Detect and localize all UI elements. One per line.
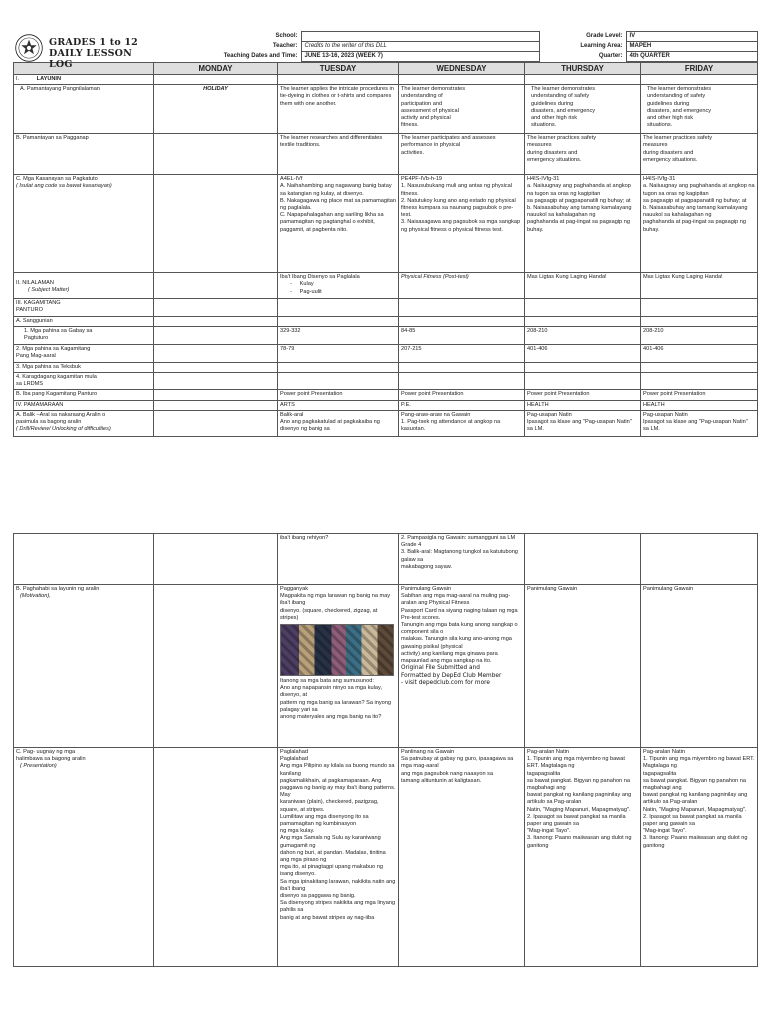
fri-pagganap: The learner practices safety measures during disasters and emergency situations. bbox=[641, 134, 758, 175]
balik-aral-label: A. Balik –Aral sa nakaraang Aralin o pasimula sa bagong aralin ( Drill/Review/ Unlocking of difficulties) bbox=[14, 410, 154, 436]
fri-balik-aral: Pag-usapan Natin Ipasagot sa klase ang "Pag-usapan Natin" sa LM. bbox=[641, 410, 758, 436]
row-iba-pang-kagamitan bbox=[14, 390, 758, 400]
fri-subject: HEALTH bbox=[641, 400, 758, 410]
tue-nilalaman: Iba't Ibang Disenyo sa Paglalala - Kulay - Pag-uulit bbox=[278, 273, 399, 299]
kasanayan-label: C. Mga Kasanayan sa Pagkatuto ( Isulat ang code sa bawat kasanayan) bbox=[14, 175, 154, 273]
pamantayang-pangnilalaman-label: A. Pamantayang Pangnilalaman bbox=[14, 85, 154, 134]
quarter-label: Quarter: bbox=[598, 52, 623, 59]
tue-pangnilalaman: The learner applies the intricate procedures in tie-dyeing in clothes or t-shirts and compares them with one another. bbox=[278, 85, 399, 134]
wed-balik-aral: Pang-araw-araw na Gawain 1. Pag-tsek ng attendance at angkop na kasuotan. bbox=[399, 410, 525, 436]
row-sanggunian bbox=[14, 316, 758, 326]
wed-subject: P.E. bbox=[399, 400, 525, 410]
tue-pag-uugnay: Paglalahad Paglalahad Ang mga Pilipino ay kilala sa buong mundo sa kanilang pagkamalikhain, at pagkamaparaan. Ang paggawa ng banig ay may iba't ibang patterns. May karaniwan (plain), checkered, pazigzag, square, at stripes. Lumilitaw ang mga disenyong ito sa pamamagitan ng kumbinasyon ng mga kulay. Ang mga Samals ng Sulu ay karaniwang gumagamit ng dahon ng buri, at pandan. Madalas, tinitina ang mga piraso ng mga ito, at pinagtagpi upang makabuo ng isang disenyo. Sa mga ipinakitang larawan, nakikita natin ang iba't ibang disenyo sa paggawa ng banig. Sa disenyong stripes nakikita ang mga linyang pahilis sa banig at ang bawat stripes ay nag-iiba bbox=[278, 748, 399, 967]
sanggunian-label: A. Sanggunian bbox=[14, 316, 154, 326]
gabay-pagtuturo-label: 1. Mga pahina sa Gabay sa Pagtuturo bbox=[14, 326, 154, 344]
lrdms-label: 4. Karagdagang kagamitan mula sa LRDMS bbox=[14, 373, 154, 390]
monday-holiday: HOLIDAY bbox=[154, 85, 278, 134]
dll-table-page-1 bbox=[13, 62, 758, 437]
row-kasanayan bbox=[14, 175, 758, 273]
fri-pangnilalaman: The learner demonstrates understanding of safety guidelines during disasters, and emergency and other high risk situations. bbox=[641, 85, 758, 134]
banig-photo bbox=[280, 624, 394, 676]
fri-pag-uugnay: Pag-aralan Natin 1. Tipunin ang mga miyembro ng bawat ERT. Magtalaga ng tagapagsalita sa bawat pangkat. Bigyan ng panahon na magbahagi ang bawat pangkat ng kanilang pagninilay ang artikulo sa Pag-aralan Natin, "Maging Mapanuri, Mapagmatyag". 2. Ipasagot sa bawat pangkat sa manila paper ang gawain sa "Mag-ingat Tayo". 3. Itanong: Paano maiiwasan ang dulot ng ganitong bbox=[641, 748, 758, 967]
wed-nilalaman: Physical Fitness (Post-test) bbox=[399, 273, 525, 299]
day-wednesday: WEDNESDAY bbox=[399, 63, 525, 75]
wed-pangnilalaman: The learner demonstrates understanding of participation and assessment of physical activity and physical fitness. bbox=[399, 85, 525, 134]
thu-pag-uugnay: Pag-aralan Natin 1. Tipunin ang mga miyembro ng bawat ERT. Magtalaga ng tagapagsalita sa bawat pangkat. Bigyan ng panahon na magbahagi ang bawat pangkat ng kanilang pagninilay ang artikulo sa Pag-aralan Natin, "Maging Mapanuri, Mapagmatyag". 2. Ipasagot sa bawat pangkat sa manila paper ang gawain sa "Mag-ingat Tayo". 3. Itanong: Paano maiiwasan ang dulot ng ganitong bbox=[525, 748, 641, 967]
kagamitang-panturo-label: III. KAGAMITANG PANTURO bbox=[14, 299, 154, 316]
layunin-label: I. LAYUNIN bbox=[14, 75, 154, 85]
row-gabay-pagtuturo bbox=[14, 326, 758, 344]
header-title-line1: GRADES 1 to 12 bbox=[49, 36, 138, 48]
fri-kasanayan: H4IS-IVfg-31 a. Naiiuugnay ang paghahanda at angkop na tugon sa oras ng kagipitan sa pagsagip at pagpapanatili ng buhay; at b. Naisasabuhay ang tamang kamalayang nauukol sa kahalagahan ng paghahanda at pag-iingat sa pagsagip ng buhay. bbox=[641, 175, 758, 273]
wed-ppt: Power point Presentation bbox=[399, 390, 525, 400]
thu-pagganap: The learner practices safety measures during disasters and emergency situations. bbox=[525, 134, 641, 175]
grade-level-label: Grade Level: bbox=[586, 32, 623, 39]
wed-continued: 2. Pampasigla ng Gawain: sumangguni sa LM Grade 4 3. Balik-aral: Magtanong tungkol sa katutubong galaw sa makabagong sayaw. bbox=[399, 534, 525, 585]
row-balik-aral bbox=[14, 410, 758, 436]
tue-balik-aral: Balik-aral Ano ang pagkakatulad at pagkakaiba ng disenyo ng banig sa bbox=[278, 410, 399, 436]
row-kagamitang-panturo bbox=[14, 299, 758, 316]
wed-lm: 207-215 bbox=[399, 344, 525, 362]
kagamitang-mag-aaral-label: 2. Mga pahina sa Kagamitang Pang Mag-aaral bbox=[14, 344, 154, 362]
pag-uugnay-label: C. Pag- uugnay ng mga halimbawa sa bagong aralin ( Presentation) bbox=[14, 748, 154, 967]
wed-gabay: 84-85 bbox=[399, 326, 525, 344]
teacher-value: Credits to the writer of this DLL bbox=[301, 42, 539, 52]
thu-balik-aral: Pag-usapan Natin Ipasagot sa klase ang "Pag-usapan Natin" sa LM. bbox=[525, 410, 641, 436]
tue-paghahabi: Pagganyak Magpakita ng mga larawan ng banig na may iba't ibang disenyo. (square, checkered, zigzag, at stripes) Itanong sa mga bata ang sumusunod: Ano ang napapansin ninyo sa mga kulay, disenyo, at pattern ng mga banig sa larawan? Sa inyong palagay yari sa anong materyales ang mga banig na ito? bbox=[278, 585, 399, 748]
dll-table-page-2 bbox=[13, 533, 758, 967]
dll-page-1 bbox=[13, 31, 757, 437]
row-layunin bbox=[14, 75, 758, 85]
tue-kasanayan: A4EL-IVf A. Naihahambing ang nagawang banig batay sa katangian ng kulay, at disenyo. B. Nakagagawa ng place mat sa pamamagitan ng paglalala. C. Napapahalagahan ang sariling likha sa pamamagitan ng pagtanghal o exhibit, paggamit, at pagbenta nito. bbox=[278, 175, 399, 273]
tue-lm: 78-79 bbox=[278, 344, 399, 362]
thu-gabay: 208-210 bbox=[525, 326, 641, 344]
day-tuesday: TUESDAY bbox=[278, 63, 399, 75]
fri-nilalaman: Mas Ligtas Kung Laging Handa! bbox=[641, 273, 758, 299]
row-pag-uugnay bbox=[14, 748, 758, 967]
wed-kasanayan: PE4PF-IVb-h-19 1. Nasusubukang muli ang antas ng physical fitness. 2. Natutukoy kung ano ang estado ng physical fitness kumpara sa naunang pagsubok o pre-test. 3. Naisasagawa ang pagsubok sa mga sangkap ng physical fitness o physical fitness test. bbox=[399, 175, 525, 273]
dates-label: Teaching Dates and Time: bbox=[223, 52, 298, 59]
day-friday: FRIDAY bbox=[641, 63, 758, 75]
deped-seal-icon bbox=[15, 34, 43, 62]
quarter-value: 4th QUARTER bbox=[626, 52, 757, 62]
fri-paghahabi: Panimulang Gawain bbox=[641, 585, 758, 748]
dates-value: JUNE 13-16, 2023 (WEEK 7) bbox=[301, 52, 539, 62]
learning-area-label: Learning Area: bbox=[580, 42, 623, 49]
teacher-label: Teacher: bbox=[272, 42, 298, 49]
row-teksbuk bbox=[14, 362, 758, 372]
row-lrdms bbox=[14, 373, 758, 390]
school-label: School: bbox=[275, 32, 298, 39]
thu-subject: HEALTH bbox=[525, 400, 641, 410]
teksbuk-label: 3. Mga pahina sa Teksbuk bbox=[14, 362, 154, 372]
wed-pag-uugnay: Panlinang na Gawain Sa patnubay at gabay ng guro, ipasagawa sa mga mag-aaral ang mga pagsubok nang naaayon sa tamang alituntunin at kaligtasan. bbox=[399, 748, 525, 967]
fri-lm: 401-406 bbox=[641, 344, 758, 362]
thu-nilalaman: Mas Ligtas Kung Laging Handa! bbox=[525, 273, 641, 299]
grade-level-value: IV bbox=[626, 32, 757, 42]
thu-ppt: Power point Presentation bbox=[525, 390, 641, 400]
day-thursday: THURSDAY bbox=[525, 63, 641, 75]
thu-lm: 401-406 bbox=[525, 344, 641, 362]
row-paghahabi bbox=[14, 585, 758, 748]
row-pamantayang-pangnilalaman bbox=[14, 85, 758, 134]
row-nilalaman bbox=[14, 273, 758, 299]
tue-pagganap: The learner researches and differentiates textile traditions. bbox=[278, 134, 399, 175]
header-logo-block bbox=[13, 32, 153, 70]
wed-pagganap: The learner participates and assesses performance in physical activities. bbox=[399, 134, 525, 175]
day-monday: MONDAY bbox=[154, 63, 278, 75]
row-continued bbox=[14, 534, 758, 585]
row-pamamaraan bbox=[14, 400, 758, 410]
wed-paghahabi: Panimulang Gawain Sabihan ang mga mag-aaral na muling pag-aralan ang Physical Fitness Passport Card na siyang naging talaan ng mga Pre-test scores. Tanungin ang mga bata kung anong sangkap o component sila o malakas. Tanungin sila kung ano-anong mga gawaing pisikal (physical activity) ang kanilang mga ginawa para mapaunlad ang mga sangkap na ito. Original File Submitted and Formatted by DepEd Club Member - visit depedclub.com for more bbox=[399, 585, 525, 748]
thu-kasanayan: H4IS-IVfg-31 a. Naiiuugnay ang paghahanda at angkop na tugon sa oras ng kagipitan sa pagsagip at pagpapanatili ng buhay; at b. Naisasabuhay ang tamang kamalayang nauukol sa kahalagahan ng paghahanda at pag-iingat sa pagsagip ng buhay. bbox=[525, 175, 641, 273]
pamantayan-pagganap-label: B. Pamantayan sa Pagganap bbox=[14, 134, 154, 175]
dll-page-2 bbox=[13, 533, 757, 967]
iba-pang-kagamitan-label: B. Iba pang Kagamitang Panturo bbox=[14, 390, 154, 400]
row-kagamitang-mag-aaral bbox=[14, 344, 758, 362]
school-value bbox=[301, 32, 539, 42]
header-title-line2: DAILY LESSON LOG bbox=[49, 47, 133, 70]
row-pamantayan-pagganap bbox=[14, 134, 758, 175]
fri-gabay: 208-210 bbox=[641, 326, 758, 344]
tue-subject: ARTS bbox=[278, 400, 399, 410]
nilalaman-label: II. NILALAMAN ( Subject Matter) bbox=[14, 273, 154, 299]
fri-ppt: Power point Presentation bbox=[641, 390, 758, 400]
thu-paghahabi: Panimulang Gawain bbox=[525, 585, 641, 748]
depedclub-watermark: Original File Submitted and Formatted by DepEd Club Member - visit depedclub.com for more bbox=[401, 665, 502, 687]
tue-ppt: Power point Presentation bbox=[278, 390, 399, 400]
thu-pangnilalaman: The learner demonstrates understanding of safety guidelines during disasters, and emergency and other high risk situations. bbox=[525, 85, 641, 134]
tue-continued: iba't ibang rehiyon? bbox=[278, 534, 399, 585]
paghahabi-label: B. Paghahabi sa layunin ng aralin (Motivation), bbox=[14, 585, 154, 748]
learning-area-value: MAPEH bbox=[626, 42, 757, 52]
pamamaraan-label: IV. PAMAMARAAN bbox=[14, 400, 154, 410]
tue-gabay: 329-332 bbox=[278, 326, 399, 344]
